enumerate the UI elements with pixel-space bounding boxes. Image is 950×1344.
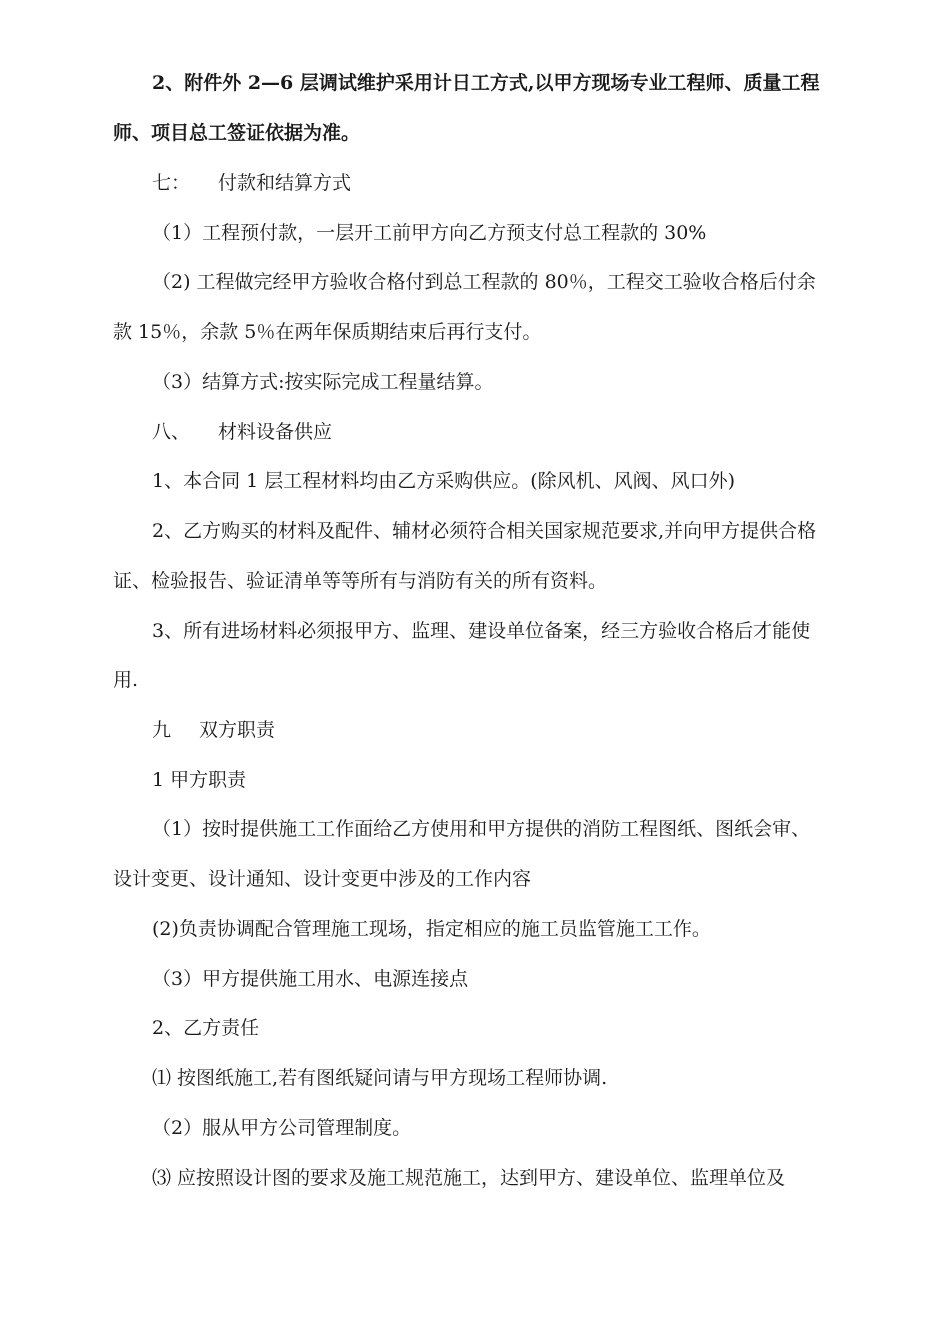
material-item-2-line-2: 证、检验报告、验证清单等等所有与消防有关的所有资料。 [113, 570, 608, 592]
party-a-item-1-line-1: （1）按时提供施工工作面给乙方使用和甲方提供的消防工程图纸、图纸会审、 [152, 818, 811, 840]
party-b-item-1: ⑴ 按图纸施工,若有图纸疑问请与甲方现场工程师协调. [152, 1067, 608, 1089]
section-8-title: 材料设备供应 [218, 421, 333, 443]
party-a-item-2: (2)负责协调配合管理施工现场，指定相应的施工员监管施工工作。 [152, 918, 711, 940]
material-item-3-line-1: 3、所有进场材料必须报甲方、监理、建设单位备案，经三方验收合格后才能使 [152, 620, 811, 642]
section-9-number: 九 [152, 719, 172, 741]
section-7-heading [152, 170, 351, 196]
material-item-2-line-1: 2、乙方购买的材料及配件、辅材必须符合相关国家规范要求,并向甲方提供合格 [152, 520, 817, 542]
party-b-item-2: （2）服从甲方公司管理制度。 [152, 1117, 412, 1139]
section-9-heading [152, 717, 275, 743]
material-item-3-line-2: 用. [113, 669, 139, 691]
section-9-title: 双方职责 [199, 719, 276, 741]
party-b-heading: 2、乙方责任 [152, 1017, 260, 1039]
payment-item-3: （3）结算方式:按实际完成工程量结算。 [152, 371, 494, 393]
payment-item-2-line-1: （2) 工程做完经甲方验收合格付到总工程款的 80％，工程交工验收合格后付余 [152, 271, 816, 293]
material-item-1: 1、本合同 1 层工程材料均由乙方采购供应。(除风机、风阀、风口外) [152, 470, 736, 492]
section-8-number: 八、 [152, 421, 191, 443]
party-b-item-3: ⑶ 应按照设计图的要求及施工规范施工，达到甲方、建设单位、监理单位及 [152, 1167, 786, 1189]
section-7-number: 七： [152, 172, 191, 194]
section-8-heading [152, 419, 332, 445]
payment-item-1: （1）工程预付款，一层开工前甲方向乙方预支付总工程款的 30% [152, 222, 707, 244]
clause-2-line-1: 2、附件外 2—6 层调试维护采用计日工方式,以甲方现场专业工程师、质量工程 [152, 72, 820, 94]
clause-2-line-2: 师、项目总工签证依据为准。 [113, 122, 361, 144]
party-a-item-3: （3）甲方提供施工用水、电源连接点 [152, 968, 469, 990]
payment-item-2-line-2: 款 15％，余款 5％在两年保质期结束后再行支付。 [113, 321, 542, 343]
party-a-item-1-line-2: 设计变更、设计通知、设计变更中涉及的工作内容 [113, 868, 532, 890]
party-a-heading: 1 甲方职责 [152, 769, 247, 791]
section-7-title: 付款和结算方式 [218, 172, 352, 194]
